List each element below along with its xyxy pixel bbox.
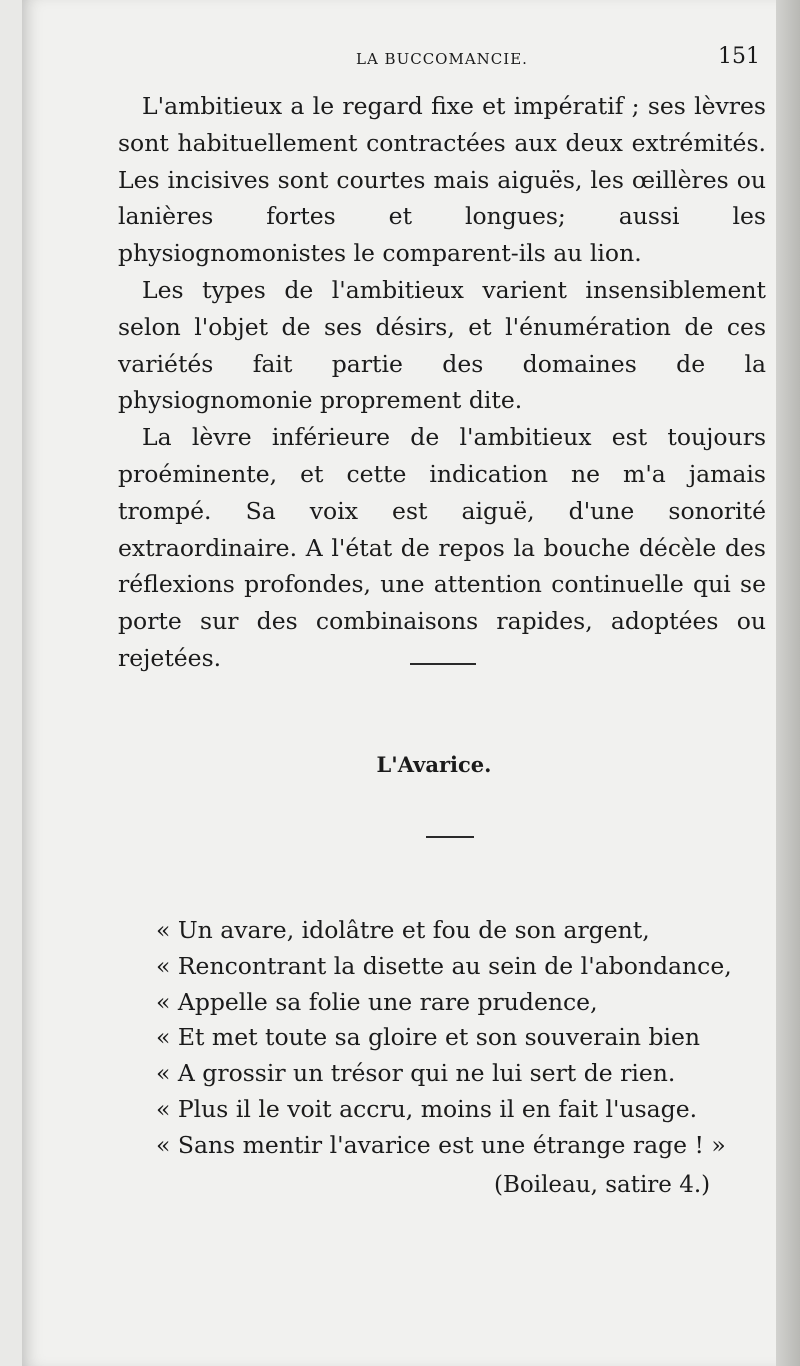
poem-line: « Rencontrant la disette au sein de l'abondance, <box>156 951 732 980</box>
section-title <box>0 752 800 777</box>
attribution: (Boileau, satire 4.) <box>494 1172 711 1198</box>
poem-line: « Un avare, idolâtre et fou de son argent, <box>156 916 650 944</box>
page-number: 151 <box>718 44 760 69</box>
poem-line: « Sans mentir l'avarice est une étrange rage ! » <box>156 1130 726 1159</box>
separator-rule <box>410 663 476 665</box>
section-title-text: L'Avarice. <box>376 752 492 777</box>
page-edge <box>776 0 800 1366</box>
body-text <box>118 88 766 677</box>
poem-line: « Et met toute sa gloire et son souverain bien <box>156 1023 701 1052</box>
poem-line: « Appelle sa folie une rare prudence, <box>156 987 598 1016</box>
poem-line: « A grossir un trésor qui ne lui sert de rien. <box>156 1059 676 1088</box>
page-header <box>0 44 800 74</box>
paragraph: L'ambitieux a le regard fixe et impératif ; ses lèvres sont habituellement contractées aux deux extrémités. Les incisives sont courtes mais aiguës, les œillères ou lanières fortes et longues; aussi les physiognomonistes le comparent-ils au lion. <box>118 92 766 268</box>
paragraph: Les types de l'ambitieux varient insensiblement selon l'objet de ses désirs, et l'énumération de ces variétés fait partie des domaines de la physiognomonie proprement dite. <box>118 275 766 415</box>
paragraph: La lèvre inférieure de l'ambitieux est toujours proéminente, et cette indication ne m'a jamais trompé. Sa voix est aiguë, d'une sonorité extraordinaire. A l'état de repos la bouche décèle des réflexions profondes, une attention continuelle qui se porte sur des combinaisons rapides, adoptées ou rejetées. <box>118 423 766 672</box>
separator-rule <box>426 836 474 838</box>
poem-quote <box>156 913 732 1164</box>
poem-line: « Plus il le voit accru, moins il en fait l'usage. <box>156 1094 698 1123</box>
running-head: LA BUCCOMANCIE. <box>356 50 528 68</box>
